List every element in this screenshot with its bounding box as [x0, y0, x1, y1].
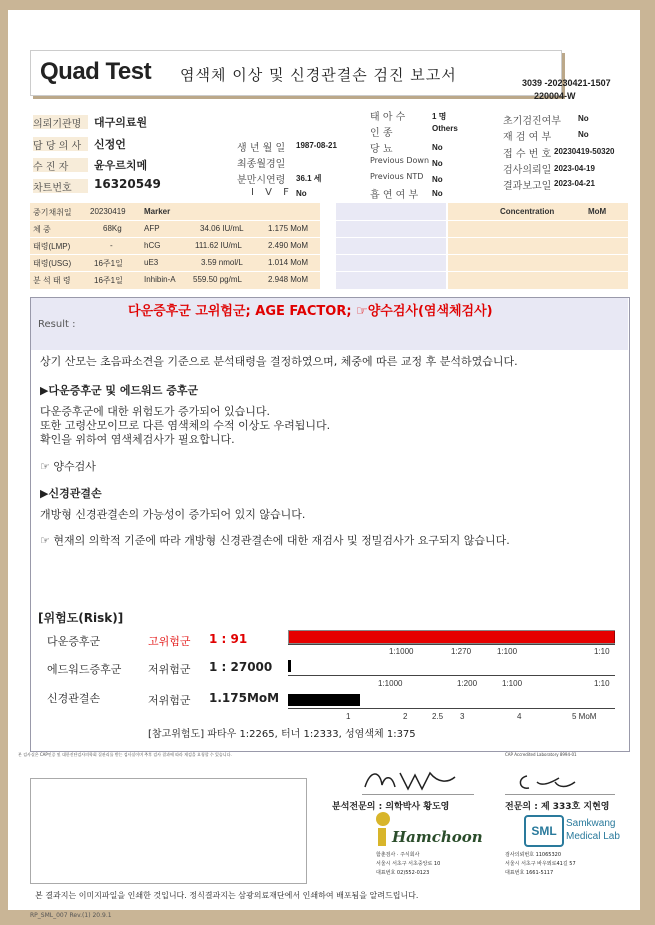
- samkwang-name-1: Samkwang: [566, 818, 616, 829]
- risk-bar-track-down: [288, 630, 615, 644]
- prev-down: No: [432, 159, 443, 168]
- doctor: 신정언: [94, 138, 126, 151]
- marker-mom-3: 2.948 MoM: [268, 275, 309, 284]
- spec-label-0: 중기채취일: [33, 208, 72, 217]
- lmp-label: 최종월경일: [237, 159, 286, 170]
- row-divider: [30, 237, 628, 238]
- signature-1: [360, 765, 470, 797]
- tick-ntd-4: 4: [517, 712, 522, 721]
- spec-label-4: 분 석 태 령: [33, 276, 71, 285]
- risk-group-edwards: 저위험군: [148, 663, 191, 676]
- lab2-line-3: 대표번호 1661-5117: [505, 870, 554, 876]
- samkwang-mark: SML: [524, 815, 564, 847]
- risk-value-edwards: 1 : 27000: [209, 660, 273, 674]
- retest-label: 재 검 여 부: [503, 132, 552, 143]
- risk-group-down: 고위험군: [148, 635, 191, 648]
- accession-label: 접 수 번 호: [503, 149, 552, 160]
- risk-name-down: 다운증후군: [47, 635, 101, 648]
- accession-number: 20230419-50320: [554, 147, 615, 156]
- spec-value-1: 68Kg: [103, 224, 122, 233]
- spec-label-1: 체 중: [33, 225, 51, 234]
- section-1-line-2: 또한 고령산모이므로 다른 염색체의 수적 이상도 우려됩니다.: [40, 419, 331, 432]
- conc-header: Concentration: [500, 207, 555, 216]
- report-date: 2023-04-21: [554, 179, 595, 188]
- marker-mom-1: 2.490 MoM: [268, 241, 309, 250]
- tick-down-3: 1:10: [594, 647, 610, 656]
- tick-ntd-1: 2: [403, 712, 408, 721]
- risk-bar-fill-down: [289, 631, 615, 643]
- marker-name-2: uE3: [144, 258, 159, 267]
- tick-down-1: 1:270: [451, 647, 472, 656]
- samkwang-name-2: Medical Lab: [566, 831, 620, 842]
- marker-conc-1: 111.62 IU/mL: [195, 241, 242, 250]
- prev-down-label: Previous Down: [370, 156, 430, 165]
- retest: No: [578, 130, 589, 139]
- marker-mom-2: 1.014 MoM: [268, 258, 309, 267]
- result-headline: 다운증후군 고위험군; AGE FACTOR; ☞양수검사(염색체검사): [128, 304, 493, 319]
- marker-conc-3: 559.50 pg/mL: [193, 275, 242, 284]
- doctor-label: 담 당 의 사: [33, 137, 88, 151]
- mom-header: MoM: [588, 207, 607, 216]
- section-2-line-1: 개방형 신경관결손의 가능성이 증가되어 있지 않습니다.: [40, 508, 306, 521]
- tick-edw-3: 1:10: [594, 679, 610, 688]
- section-1-title: ▶다운증후군 및 에드워드 증후군: [40, 384, 199, 397]
- prev-ntd-label: Previous NTD: [370, 172, 424, 181]
- row-divider: [30, 271, 628, 272]
- doc-number: 3039 -20230421-1507: [522, 78, 611, 88]
- request-date: 2023-04-19: [554, 164, 595, 173]
- form-code: RP_SML_007 Rev.(1) 20.9.1: [30, 912, 112, 919]
- signature-2: [515, 768, 595, 796]
- tick-ntd-0: 1: [346, 712, 351, 721]
- lab1-line-3: 대표번호 02)552-0123: [376, 870, 430, 876]
- marker-name-3: Inhibin-A: [144, 275, 176, 284]
- marker-conc-0: 34.06 IU/mL: [200, 224, 244, 233]
- marker-name-1: hCG: [144, 241, 161, 250]
- brand-title: Quad Test: [40, 58, 152, 85]
- risk-value-down: 1 : 91: [209, 632, 248, 646]
- result-label: Result :: [38, 319, 76, 330]
- dob: 1987-08-21: [296, 141, 337, 150]
- doc-number-sub: 220004-W: [534, 91, 576, 101]
- ivf: No: [296, 189, 307, 198]
- marker-mom-0: 1.175 MoM: [268, 224, 309, 233]
- sml-logo: SML: [587, 24, 635, 72]
- marker-conc-2: 3.59 nmol/L: [201, 258, 243, 267]
- tick-edw-0: 1:1000: [378, 679, 403, 688]
- smoke-label: 흡 연 여 부: [370, 190, 419, 201]
- race-label: 인 종: [370, 128, 393, 139]
- spec-label-3: 태령(USG): [33, 259, 72, 268]
- lab1-line-1: 함춘검사 · 주식회사: [376, 852, 420, 858]
- risk-name-ntd: 신경관결손: [47, 692, 101, 705]
- tick-down-0: 1:1000: [389, 647, 414, 656]
- risk-axis-ntd: [288, 708, 615, 709]
- lab2-line-1: 검사의뢰번호 11065320: [505, 852, 562, 858]
- dm-label: 당 뇨: [370, 144, 393, 155]
- risk-bar-fill-ntd: [288, 694, 360, 706]
- cap-accreditation: CAP Accredited Laboratory 8994-01: [505, 752, 577, 757]
- section-1-action: ☞ 양수검사: [40, 460, 96, 473]
- section-1-line-1: 다운증후군에 대한 위험도가 증가되어 있습니다.: [40, 405, 271, 418]
- risk-group-ntd: 저위험군: [148, 694, 191, 707]
- comment-box: [30, 778, 307, 884]
- patient-name: 윤우르치메: [94, 159, 148, 172]
- row-divider: [30, 220, 628, 221]
- section-2-action: ☞ 현재의 의학적 기준에 따라 개방형 신경관결손에 대한 재검사 및 정밀검사가 요구되지 않습니다.: [40, 534, 510, 547]
- cap-disclaimer: 본 검사실은 CAP인증 및 대한진단검사의학회 질관리를 받는 검사실이며 추후 검사 결과에 따라 재검을 요청할 수 있습니다.: [18, 752, 232, 757]
- row-divider: [30, 254, 628, 255]
- age-label: 분만시연령: [237, 175, 286, 186]
- race: Others: [432, 124, 458, 133]
- spec-label-2: 태령(LMP): [33, 242, 71, 251]
- spec-value-2: -: [110, 241, 113, 250]
- tick-edw-2: 1:100: [502, 679, 523, 688]
- tick-edw-1: 1:200: [457, 679, 478, 688]
- signer-1-title: 분석전문의 : 의학박사 황도영: [332, 802, 450, 812]
- institution: 대구의료원: [94, 116, 148, 129]
- tick-ntd-5: 5 MoM: [572, 712, 597, 721]
- risk-value-ntd: 1.175MoM: [209, 691, 280, 705]
- diabetes: No: [432, 143, 443, 152]
- inst-label: 의뢰기관명: [33, 115, 88, 129]
- sig-line-2: [505, 794, 615, 795]
- request-date-label: 검사의뢰일: [503, 165, 552, 176]
- initial-label: 초기검진여부: [503, 116, 561, 127]
- spec-value-4: 16주1일: [94, 276, 123, 285]
- fetus-count: 1 명: [432, 112, 447, 121]
- section-2-title: ▶신경관결손: [40, 487, 102, 500]
- report-title: 염색체 이상 및 신경관결손 검진 보고서: [180, 66, 457, 84]
- risk-bar-fill-edwards: [288, 660, 291, 672]
- risk-axis-down: [288, 644, 615, 645]
- risk-name-edwards: 에드워드증후군: [47, 663, 122, 676]
- hamchoon-mark-stem: [378, 828, 386, 846]
- section-1-line-3: 확인을 위하여 염색체검사가 필요합니다.: [40, 433, 235, 446]
- hamchoon-mark: [376, 812, 390, 826]
- hamchoon-logo: Hamchoon: [392, 828, 483, 846]
- result-para-1: 상기 산모는 초음파소견을 기준으로 분석태령을 결정하였으며, 체중에 따른 교정 후 분석하였습니다.: [40, 355, 518, 368]
- risk-axis-edwards: [288, 675, 615, 676]
- tick-ntd-2: 2.5: [432, 712, 444, 721]
- prev-ntd: No: [432, 175, 443, 184]
- delivery-age: 36.1 세: [296, 174, 322, 183]
- signer-2-title: 전문의 : 제 333호 지현영: [505, 802, 610, 812]
- name-label: 수 진 자: [33, 158, 88, 172]
- reference-risk: [참고위험도] 파타우 1:2265, 터너 1:2333, 성염색체 1:375: [148, 729, 416, 740]
- spec-value-3: 16주1일: [94, 259, 123, 268]
- sig-line-1: [362, 794, 474, 795]
- ivf-label: I V F: [251, 187, 293, 198]
- lab2-line-2: 서울시 서초구 바우뫼로41길 57: [505, 861, 576, 867]
- fetus-label: 태 아 수: [370, 112, 406, 123]
- lab1-line-2: 서울시 서초구 서초중앙로 10: [376, 861, 441, 867]
- tick-ntd-3: 3: [460, 712, 465, 721]
- marker-name-0: AFP: [144, 224, 160, 233]
- smoking: No: [432, 189, 443, 198]
- tick-down-2: 1:100: [497, 647, 518, 656]
- chart-number: 16320549: [94, 177, 161, 191]
- initial-screen: No: [578, 114, 589, 123]
- report-date-label: 결과보고일: [503, 181, 552, 192]
- chart-label: 차트번호: [33, 179, 88, 193]
- risk-bar-track-edwards: [288, 660, 613, 672]
- risk-title: [위험도(Risk)]: [38, 611, 124, 625]
- print-notice: 본 결과지는 이미지파일을 인쇄한 것입니다. 정식결과지는 삼광의료재단에서 인쇄하여 배포됨을 알려드립니다.: [35, 891, 419, 900]
- marker-header: Marker: [144, 207, 171, 216]
- marker-table-2-left: [336, 203, 446, 289]
- spec-value-0: 20230419: [90, 207, 126, 216]
- risk-bar-track-ntd: [288, 694, 613, 706]
- dob-label: 생 년 월 일: [237, 143, 286, 154]
